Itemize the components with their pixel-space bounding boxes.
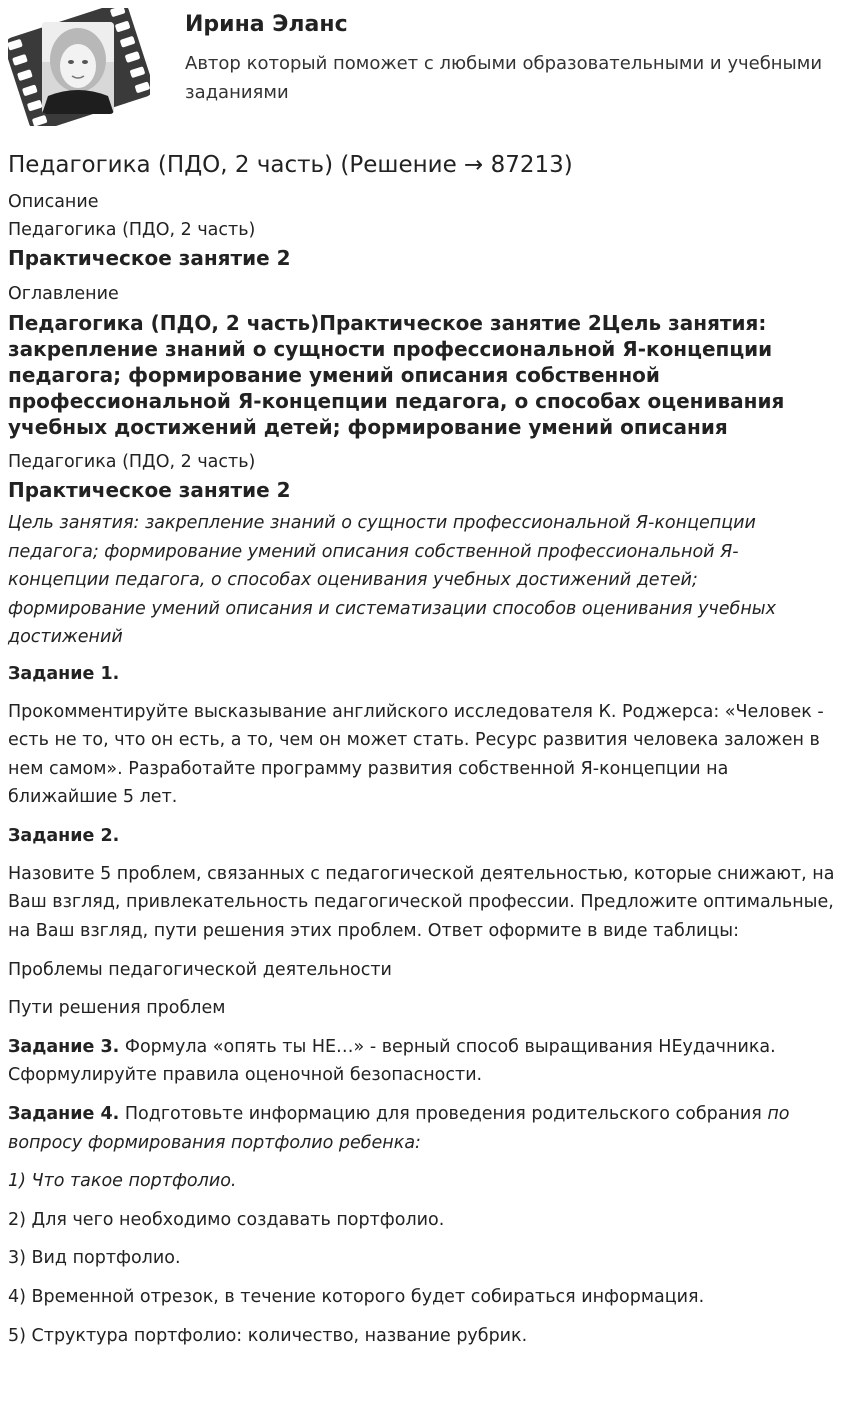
- task3-text: Формула «опять ты НЕ…» - верный способ выращивания НЕудачника. Сформулируйте правила оценочной безопасности.: [8, 1036, 776, 1086]
- author-header: [0, 0, 847, 136]
- content: [0, 150, 847, 1350]
- table-column-problems: Проблемы педагогической деятельности: [8, 959, 392, 980]
- practice-title: Практическое занятие 2: [8, 246, 291, 270]
- goal-text: Цель занятия: закрепление знаний о сущности профессиональной Я-концепции педагога; формирование умений описания собственной профессиональной Я-концепции педагога, о способах оценивания учебных достижений детей; формирование умений описания и систематизации способов оценивания учебных достижений: [8, 513, 776, 647]
- task4-item-2: 2) Для чего необходимо создавать портфолио.: [8, 1209, 445, 1230]
- task4-title: Задание 4.: [8, 1104, 120, 1125]
- practice-title-2: Практическое занятие 2: [8, 478, 291, 502]
- task4-text: Подготовьте информацию для проведения родительского собрания: [119, 1104, 768, 1125]
- task4-item-5: 5) Структура портфолио: количество, название рубрик.: [8, 1325, 528, 1346]
- task4-item-3: 3) Вид портфолио.: [8, 1248, 181, 1269]
- task3: [8, 1033, 839, 1090]
- task4: [8, 1100, 839, 1157]
- author-name[interactable]: Ирина Эланс: [185, 12, 348, 37]
- subject-line-2: Педагогика (ПДО, 2 часть): [8, 452, 256, 472]
- toc-heading: Педагогика (ПДО, 2 часть)Практическое занятие 2Цель занятия: закрепление знаний о сущности профессиональной Я-концепции педагога; формирование умений описания собственной профессиональной Я-концепции педагога, о способах оценивания учебных достижений детей; формирование умений описания: [8, 311, 785, 439]
- task2-text: Назовите 5 проблем, связанных с педагогической деятельностью, которые снижают, на Ваш взгляд, привлекательность педагогической профессии. Предложите оптимальные, на Ваш взгляд, пути решения этих проблем. Ответ оформите в виде таблицы:: [8, 863, 835, 942]
- task2-title: Задание 2.: [8, 825, 120, 846]
- author-description: Автор который поможет с любыми образовательными и учебными заданиями: [185, 53, 823, 103]
- description-label: Описание: [8, 192, 99, 212]
- task1-text: Прокомментируйте высказывание английского исследователя К. Роджерса: «Человек - есть не то, что он есть, а то, чем он может стать. Ресурс развития человека заложен в нем самом». Разработайте программу развития собственной Я-концепции на ближайшие 5 лет.: [8, 701, 824, 808]
- table-column-solutions: Пути решения проблем: [8, 998, 226, 1019]
- task4-text-italic: по вопросу формирования портфолио ребенка:: [8, 1104, 790, 1153]
- task4-item-1: 1) Что такое портфолио.: [8, 1171, 237, 1192]
- toc-label: Оглавление: [8, 284, 119, 304]
- page-title: Педагогика (ПДО, 2 часть) (Решение → 87213): [8, 152, 573, 178]
- task3-title: Задание 3.: [8, 1036, 120, 1057]
- task4-item-4: 4) Временной отрезок, в течение которого будет собираться информация.: [8, 1287, 705, 1307]
- subject-line: Педагогика (ПДО, 2 часть): [8, 220, 256, 240]
- author-avatar: [8, 8, 150, 126]
- task1-title: Задание 1.: [8, 663, 120, 684]
